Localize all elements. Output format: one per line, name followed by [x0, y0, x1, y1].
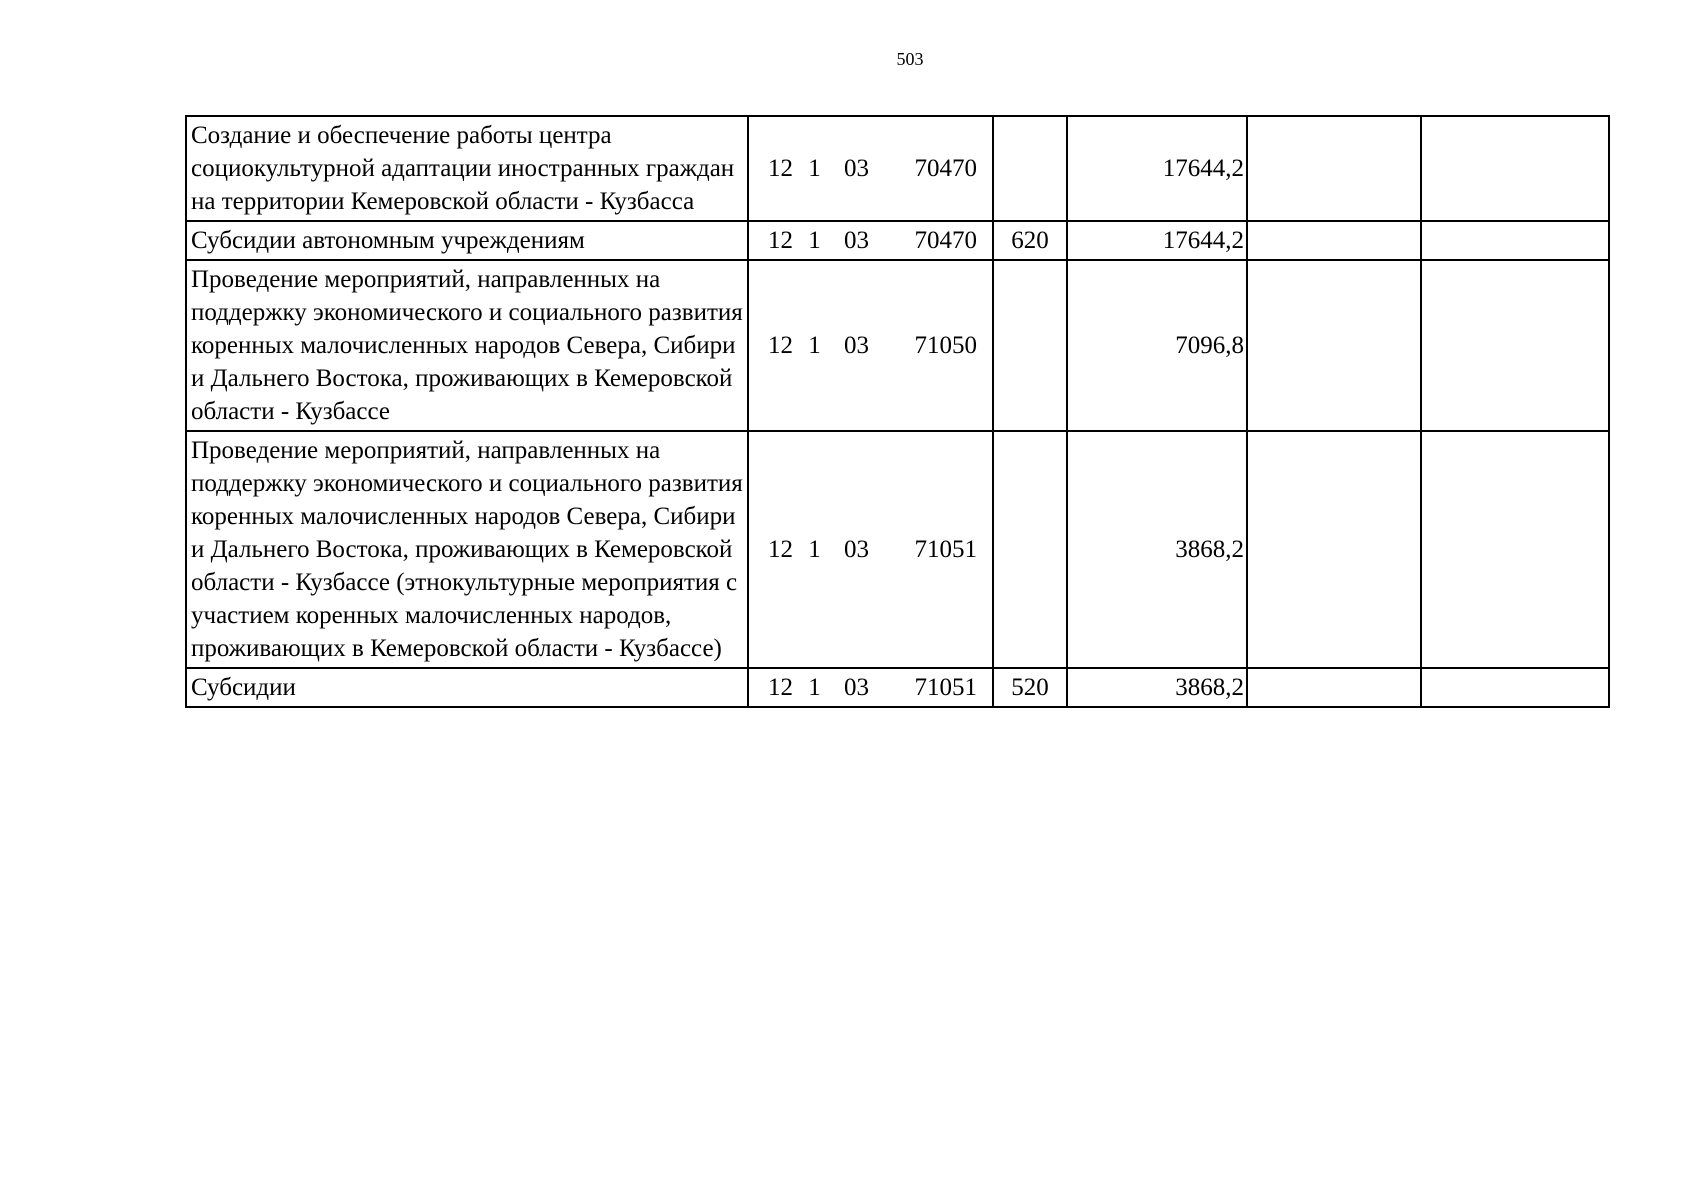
code-main-event: 03	[844, 536, 869, 563]
row-amount-cell: 7096,8	[1067, 260, 1247, 431]
code-program: 12	[768, 155, 793, 182]
code-program: 12	[768, 332, 793, 359]
code-direction: 71050	[914, 332, 977, 359]
code-direction: 71051	[914, 536, 977, 563]
row-expense-type-cell	[993, 260, 1067, 431]
page-number: 503	[896, 49, 924, 69]
code-subprogram: 1	[808, 332, 821, 359]
row-extra2-cell	[1421, 116, 1609, 221]
code-subprogram: 1	[808, 155, 821, 182]
code-subprogram: 1	[808, 536, 821, 563]
row-code-cell	[748, 260, 993, 431]
row-code-cell	[748, 221, 993, 260]
code-program: 12	[768, 536, 793, 563]
code-main-event: 03	[844, 332, 869, 359]
table-row	[186, 260, 1609, 431]
code-program: 12	[768, 674, 793, 701]
table-row	[186, 221, 1609, 260]
row-expense-type-cell	[993, 431, 1067, 668]
code-main-event: 03	[844, 155, 869, 182]
row-name-cell: Проведение мероприятий, направленных на поддержку экономического и социального развития коренных малочисленных народов Севера, Сибири и Дальнего Востока, проживающих в Кемеровской области - Кузбассе (этнокультурные мероприятия с участием коренных малочисленных народов, проживающих в Кемеровской области - Кузбассе)	[186, 431, 748, 668]
row-extra1-cell	[1247, 668, 1421, 707]
budget-table	[185, 115, 1610, 708]
row-code-cell	[748, 431, 993, 668]
row-extra1-cell	[1247, 221, 1421, 260]
row-extra2-cell	[1421, 260, 1609, 431]
row-code-cell	[748, 668, 993, 707]
row-extra2-cell	[1421, 431, 1609, 668]
row-amount-cell: 17644,2	[1067, 116, 1247, 221]
code-subprogram: 1	[808, 227, 821, 254]
row-extra1-cell	[1247, 116, 1421, 221]
row-expense-type-cell: 520	[993, 668, 1067, 707]
row-extra1-cell	[1247, 260, 1421, 431]
row-amount-cell: 3868,2	[1067, 668, 1247, 707]
code-main-event: 03	[844, 227, 869, 254]
code-main-event: 03	[844, 674, 869, 701]
row-name-cell: Субсидии автономным учреждениям	[186, 221, 748, 260]
row-code-cell	[748, 116, 993, 221]
code-direction: 70470	[914, 155, 977, 182]
row-extra1-cell	[1247, 431, 1421, 668]
row-amount-cell: 17644,2	[1067, 221, 1247, 260]
row-name-cell: Субсидии	[186, 668, 748, 707]
row-name-cell: Создание и обеспечение работы центра социокультурной адаптации иностранных граждан на территории Кемеровской области - Кузбасса	[186, 116, 748, 221]
table-row	[186, 431, 1609, 668]
row-expense-type-cell: 620	[993, 221, 1067, 260]
row-name-cell: Проведение мероприятий, направленных на поддержку экономического и социального развития коренных малочисленных народов Севера, Сибири и Дальнего Востока, проживающих в Кемеровской области - Кузбассе	[186, 260, 748, 431]
row-extra2-cell	[1421, 668, 1609, 707]
row-extra2-cell	[1421, 221, 1609, 260]
code-direction: 71051	[914, 674, 977, 701]
code-program: 12	[768, 227, 793, 254]
row-expense-type-cell	[993, 116, 1067, 221]
code-subprogram: 1	[808, 674, 821, 701]
table-row	[186, 668, 1609, 707]
code-direction: 70470	[914, 227, 977, 254]
table-row	[186, 116, 1609, 221]
row-amount-cell: 3868,2	[1067, 431, 1247, 668]
